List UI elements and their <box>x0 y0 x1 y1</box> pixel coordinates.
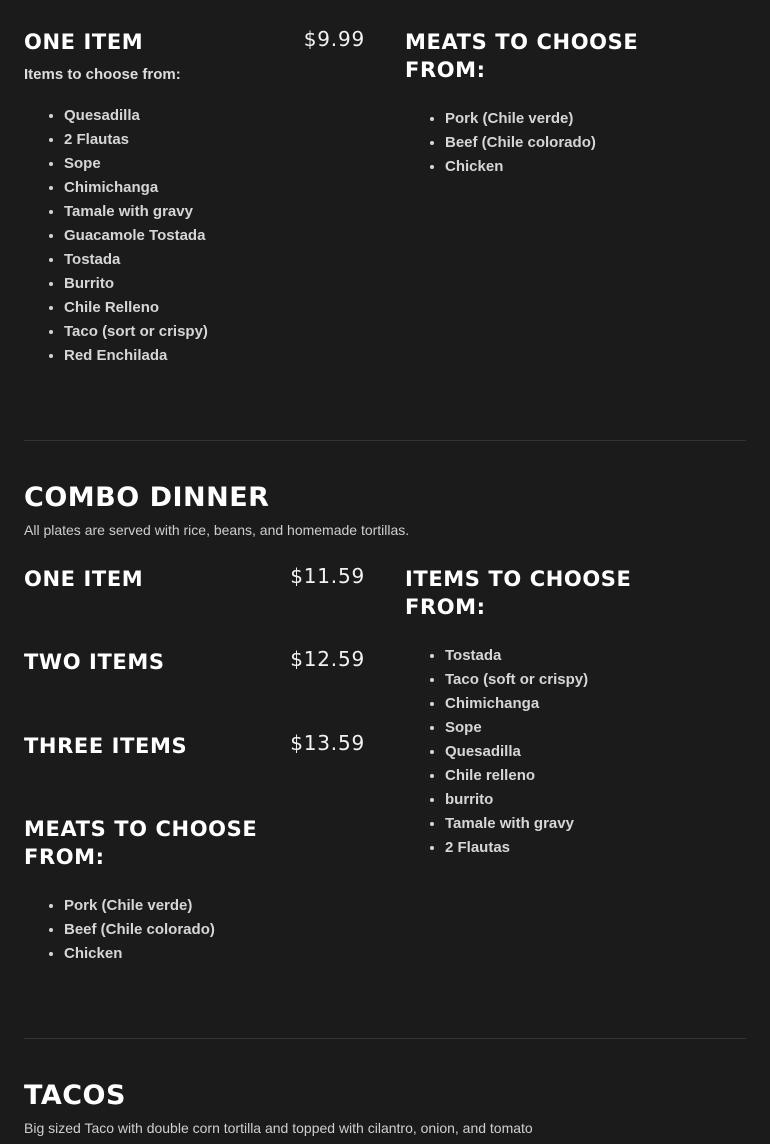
section-divider <box>24 440 746 441</box>
list-item: • Taco (soft or crispy) <box>445 668 765 692</box>
tacos-description: Big sized Taco with double corn tortilla and topped with cilantro, onion, and tomato <box>24 1120 533 1136</box>
combo-option-price: $11.59 <box>290 564 365 588</box>
list-item: • Quesadilla <box>64 104 364 128</box>
list-item: • 2 Flautas <box>445 836 765 860</box>
section-divider <box>24 1038 746 1039</box>
lunch-items-list <box>24 104 364 368</box>
lunch-one-item-label: ONE ITEM <box>24 30 144 54</box>
list-item: • Tostada <box>445 644 765 668</box>
combo-items-list <box>405 644 765 860</box>
list-item: • Tamale with gravy <box>64 200 364 224</box>
combo-items-title: ITEMS TO CHOOSE FROM: <box>405 567 632 619</box>
combo-meats-list <box>24 894 384 966</box>
combo-option-price: $12.59 <box>290 647 365 671</box>
list-item: • Quesadilla <box>445 740 765 764</box>
lunch-one-item-price: $9.99 <box>303 27 365 51</box>
list-item: • burrito <box>445 788 765 812</box>
list-item: • Red Enchilada <box>64 344 364 368</box>
list-item: • Beef (Chile colorado) <box>64 918 384 942</box>
list-item: • Chicken <box>445 155 765 179</box>
list-item: • Beef (Chile colorado) <box>445 131 765 155</box>
list-item: • Pork (Chile verde) <box>64 894 384 918</box>
lunch-meats-list <box>405 107 765 179</box>
tacos-title: TACOS <box>24 1080 126 1111</box>
list-item: • Pork (Chile verde) <box>445 107 765 131</box>
combo-option-label: TWO ITEMS <box>24 650 165 674</box>
combo-option-price: $13.59 <box>290 731 365 755</box>
list-item: • Chile relleno <box>445 764 765 788</box>
list-item: • Tamale with gravy <box>445 812 765 836</box>
combo-option-label: ONE ITEM <box>24 567 144 591</box>
combo-title: COMBO DINNER <box>24 482 270 513</box>
list-item: • Chimichanga <box>64 176 364 200</box>
list-item: • Chicken <box>64 942 384 966</box>
combo-option-label: THREE ITEMS <box>24 734 188 758</box>
list-item: • Chile Relleno <box>64 296 364 320</box>
combo-description: All plates are served with rice, beans, and homemade tortillas. <box>24 522 410 538</box>
lunch-items-intro: Items to choose from: <box>24 66 181 83</box>
list-item: • Sope <box>64 152 364 176</box>
list-item: • 2 Flautas <box>64 128 364 152</box>
list-item: • Guacamole Tostada <box>64 224 364 248</box>
list-item: • Tostada <box>64 248 364 272</box>
list-item: • Taco (sort or crispy) <box>64 320 364 344</box>
combo-meats-title: MEATS TO CHOOSE FROM: <box>24 817 258 869</box>
list-item: • Sope <box>445 716 765 740</box>
list-item: • Chimichanga <box>445 692 765 716</box>
lunch-meats-title: MEATS TO CHOOSE FROM: <box>405 30 639 82</box>
list-item: • Burrito <box>64 272 364 296</box>
